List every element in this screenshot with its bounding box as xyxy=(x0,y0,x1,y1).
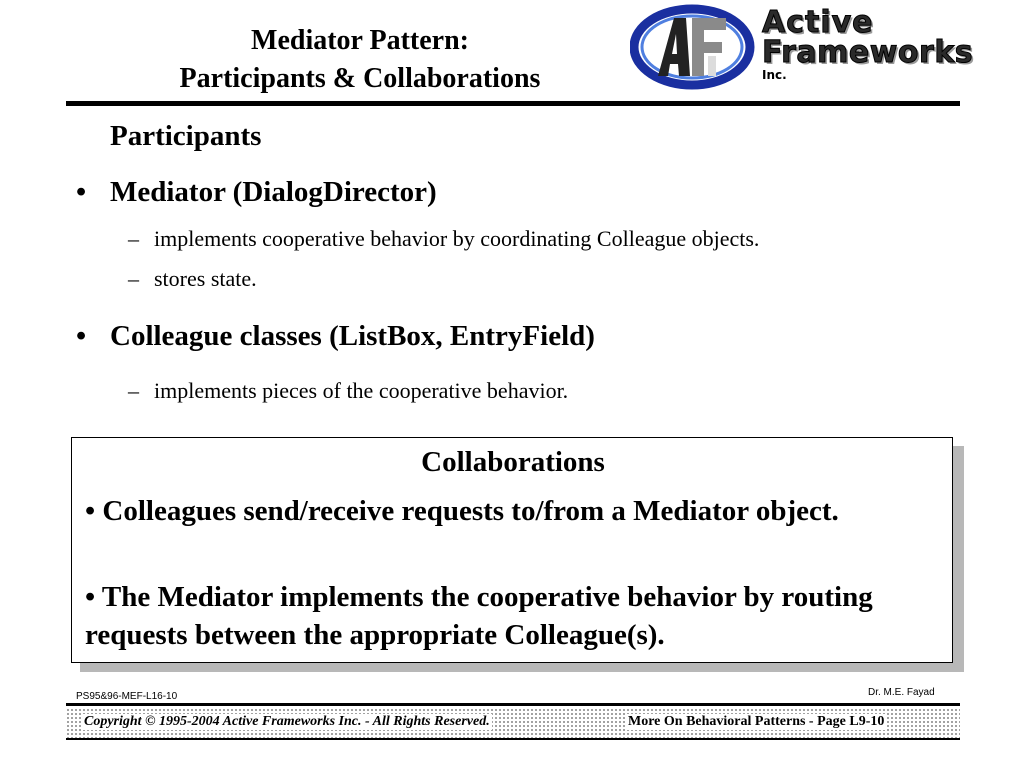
sub-item xyxy=(128,378,569,404)
slide-title-line2: Participants & Collaborations xyxy=(179,63,541,94)
footer-page-label: More On Behavioral Patterns - Page L9-10 xyxy=(628,714,885,729)
sub-item-text: implements cooperative behavior by coordinating Colleague objects. xyxy=(154,226,760,251)
participant-mediator xyxy=(76,176,437,209)
bullet-dot: • xyxy=(76,176,87,208)
sub-item-text: stores state. xyxy=(154,266,257,291)
sub-item-text: implements pieces of the cooperative behavior. xyxy=(154,378,569,403)
logo-word-frameworks: Frameworks xyxy=(762,35,974,70)
author-credit: Dr. M.E. Fayad xyxy=(868,687,935,698)
slide-title-line1: Mediator Pattern: xyxy=(251,25,469,56)
participants-heading: Participants xyxy=(110,120,262,152)
sub-item xyxy=(128,266,257,292)
slide-id: PS95&96-MEF-L16-10 xyxy=(76,691,178,702)
sub-item xyxy=(128,226,760,252)
footer-copyright: Copyright © 1995-2004 Active Frameworks Inc. - All Rights Reserved. xyxy=(84,714,490,729)
title-divider xyxy=(66,101,960,106)
participant-colleague xyxy=(76,320,595,353)
participant-mediator-label: Mediator (DialogDirector) xyxy=(110,176,437,208)
logo-word-active: Active xyxy=(762,5,874,40)
logo-emblem-icon xyxy=(630,4,760,90)
slide-title xyxy=(100,22,620,98)
collaborations-heading: Collaborations xyxy=(421,446,605,478)
bullet-dot: • xyxy=(76,320,87,352)
collaboration-point: • The Mediator implements the cooperative behavior by routing requests between the appropriate Colleague(s). xyxy=(85,581,873,651)
collaboration-point: • Colleagues send/receive requests to/from a Mediator object. xyxy=(85,495,839,527)
active-frameworks-logo xyxy=(630,4,1000,90)
sub-dash: – xyxy=(128,378,139,403)
participant-colleague-label: Colleague classes (ListBox, EntryField) xyxy=(110,320,595,352)
footer-rule-top xyxy=(66,703,960,706)
sub-dash: – xyxy=(128,266,139,291)
collaborations-box xyxy=(71,437,953,663)
sub-dash: – xyxy=(128,226,139,251)
logo-inc: Inc. xyxy=(762,68,787,82)
footer-rule-bottom xyxy=(66,738,960,740)
